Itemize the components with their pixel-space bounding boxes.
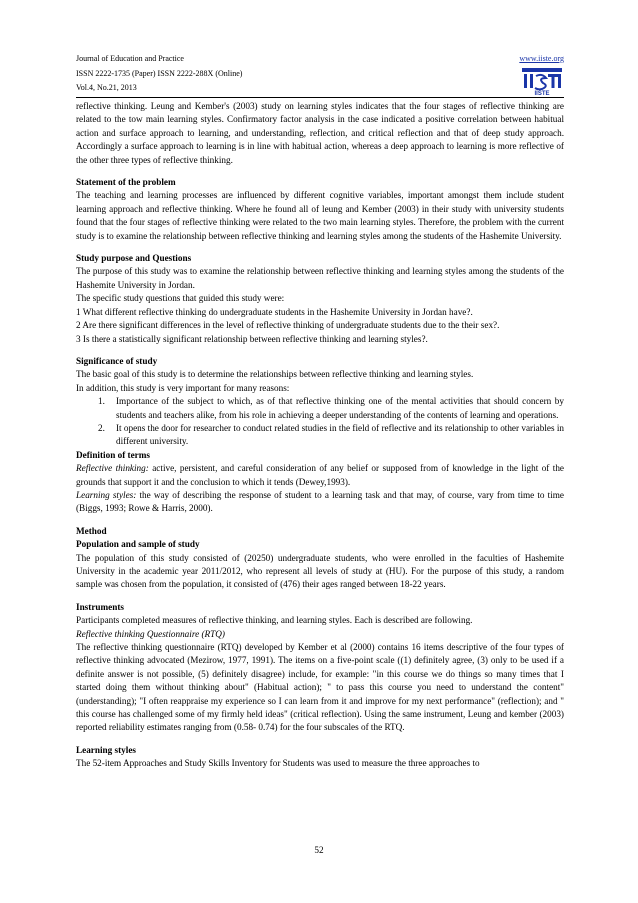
rtq-paragraph: The reflective thinking questionnaire (RTQ) developed by Kember et al (2000) contains 16 items descriptive of the four types of reflective thinking advocated (Mezirow, 1977, 1991). The items on a five-point scale ((1) definitely agree, (3) only to be used if a definite answer is not possible, (5) definitely disagree) include, for example: "in this course we do things so many times that I started doing them without thinking about" (Habitual action); " to pass this course you need to understand the content" (understanding); "I often reappraise my experience so I can learn from it and improve for my next performance" (reflection); and " this course has challenged some of my firmly held ideas" (critical reflection). Using the same instrument, Leung and kember (2003) reported reliability estimates ranging from (0.58- 0.74) for the four subscales of the RTQ. <box>76 642 564 733</box>
purpose-paragraph: The purpose of this study was to examine the relationship between reflective thinking and learning styles among the students of the Hashemite University in Jordan. <box>76 266 564 290</box>
significance-text-1: The basic goal of this study is to determine the relationships between reflective thinking and learning styles. <box>76 369 474 380</box>
method-heading: Method <box>76 525 107 536</box>
volume-line: Vol.4, No.21, 2013 <box>76 83 137 92</box>
iiste-logo-icon <box>520 66 564 96</box>
issn-line: ISSN 2222-1735 (Paper) ISSN 2222-288X (Online) <box>76 68 243 78</box>
definition-reflective-thinking <box>76 462 564 489</box>
list-item-number: 2. <box>98 422 105 433</box>
article-body <box>76 100 564 771</box>
page-header <box>76 52 564 96</box>
rtq-subheading-text: Reflective thinking Questionnaire (RTQ) <box>76 628 225 639</box>
journal-url-link[interactable]: www.iiste.org <box>519 54 564 63</box>
population-paragraph: The population of this study consisted of (20250) undergraduate students, who were enrolled in the faculties of Hashemite University in the academic year 2011/2012, who represent all levels of study at (HU). For the purpose of this study, a random sample was chosen from the population, it consisted of (476) their ages ranged between 18-22 years. <box>76 552 564 590</box>
list-item <box>76 422 564 449</box>
population-heading: Population and sample of study <box>76 539 200 550</box>
term-learning-styles: Learning styles: <box>76 489 137 500</box>
definitions-heading: Definition of terms <box>76 449 150 460</box>
problem-heading: Statement of the problem <box>76 177 176 188</box>
list-item-number: 1. <box>98 396 105 407</box>
questions-intro: The specific study questions that guided this study were: <box>76 293 285 304</box>
definition-text: active, persistent, and careful consideration of any belief or supposed from of knowledge in the light of the grounds that support it and the conclusion to which it tends (Dewey,1993). <box>76 463 564 487</box>
significance-text-2: In addition, this study is very important for many reasons: <box>76 382 290 393</box>
list-item <box>76 395 564 422</box>
page-number: 52 <box>314 845 324 855</box>
question-2: 2 Are there significant differences in the level of reflective thinking of undergraduate students due to the their sex?. <box>76 320 500 331</box>
significance-list <box>76 395 564 449</box>
problem-paragraph: The teaching and learning processes are influenced by different cognitive variables, important amongst them include student learning approach and reflective thinking. Where he found all of leung and Kember (2003) in their study with university students found that the four stages of reflective thinking were related to the two main learning styles. Therefore, the problem with the current study is to examine the relationship between reflective thinking and learning styles among the students of the Hashemite University. <box>76 190 564 241</box>
logo-text: IISTE <box>534 91 550 96</box>
instruments-paragraph: Participants completed measures of reflective thinking, and learning styles. Each is described are following. <box>76 615 473 626</box>
learning-styles-paragraph: The 52-item Approaches and Study Skills Inventory for Students was used to measure the three approaches to <box>76 758 480 769</box>
learning-styles-heading: Learning styles <box>76 744 136 755</box>
question-1: 1 What different reflective thinking do undergraduate students in the Hashemite University in Jordan have?. <box>76 306 473 317</box>
journal-title: Journal of Education and Practice <box>76 54 184 63</box>
list-item-text: Importance of the subject to which, as of that reflective thinking one of the mental activities that should concern by students and teachers alike, from his role in achieving a deeper understanding of the contents of learning and operations. <box>116 396 564 420</box>
question-3: 3 Is there a statistically significant relationship between reflective thinking and learning styles?. <box>76 333 428 344</box>
rtq-subheading <box>76 628 564 641</box>
header-divider <box>76 97 564 98</box>
significance-heading: Significance of study <box>76 355 158 366</box>
term-reflective-thinking: Reflective thinking: <box>76 463 149 474</box>
purpose-heading: Study purpose and Questions <box>76 253 192 264</box>
list-item-text: It opens the door for researcher to conduct related studies in the field of reflective and its relationship to other variables in different university. <box>116 422 564 447</box>
definition-learning-styles <box>76 489 564 516</box>
intro-paragraph: reflective thinking. Leung and Kember's (2003) study on learning styles indicates that the four stages of reflective thinking are related to the tow main learning styles. Confirmatory factor analysis in the case indicated a positive correlation between habitual action and surface approach to learning, and understanding, reflection, and critical reflection and that of deep study approach. Accordingly a surface approach to learning is in line with habitual action, whereas a deep approach to learning is more reflective of the other three types of reflective thinking. <box>76 101 564 165</box>
instruments-heading: Instruments <box>76 601 124 612</box>
definition-text: the way of describing the response of student to a learning task and that may, of course, vary from time to time (Biggs, 1993; Rowe & Harris, 2000). <box>76 489 564 514</box>
